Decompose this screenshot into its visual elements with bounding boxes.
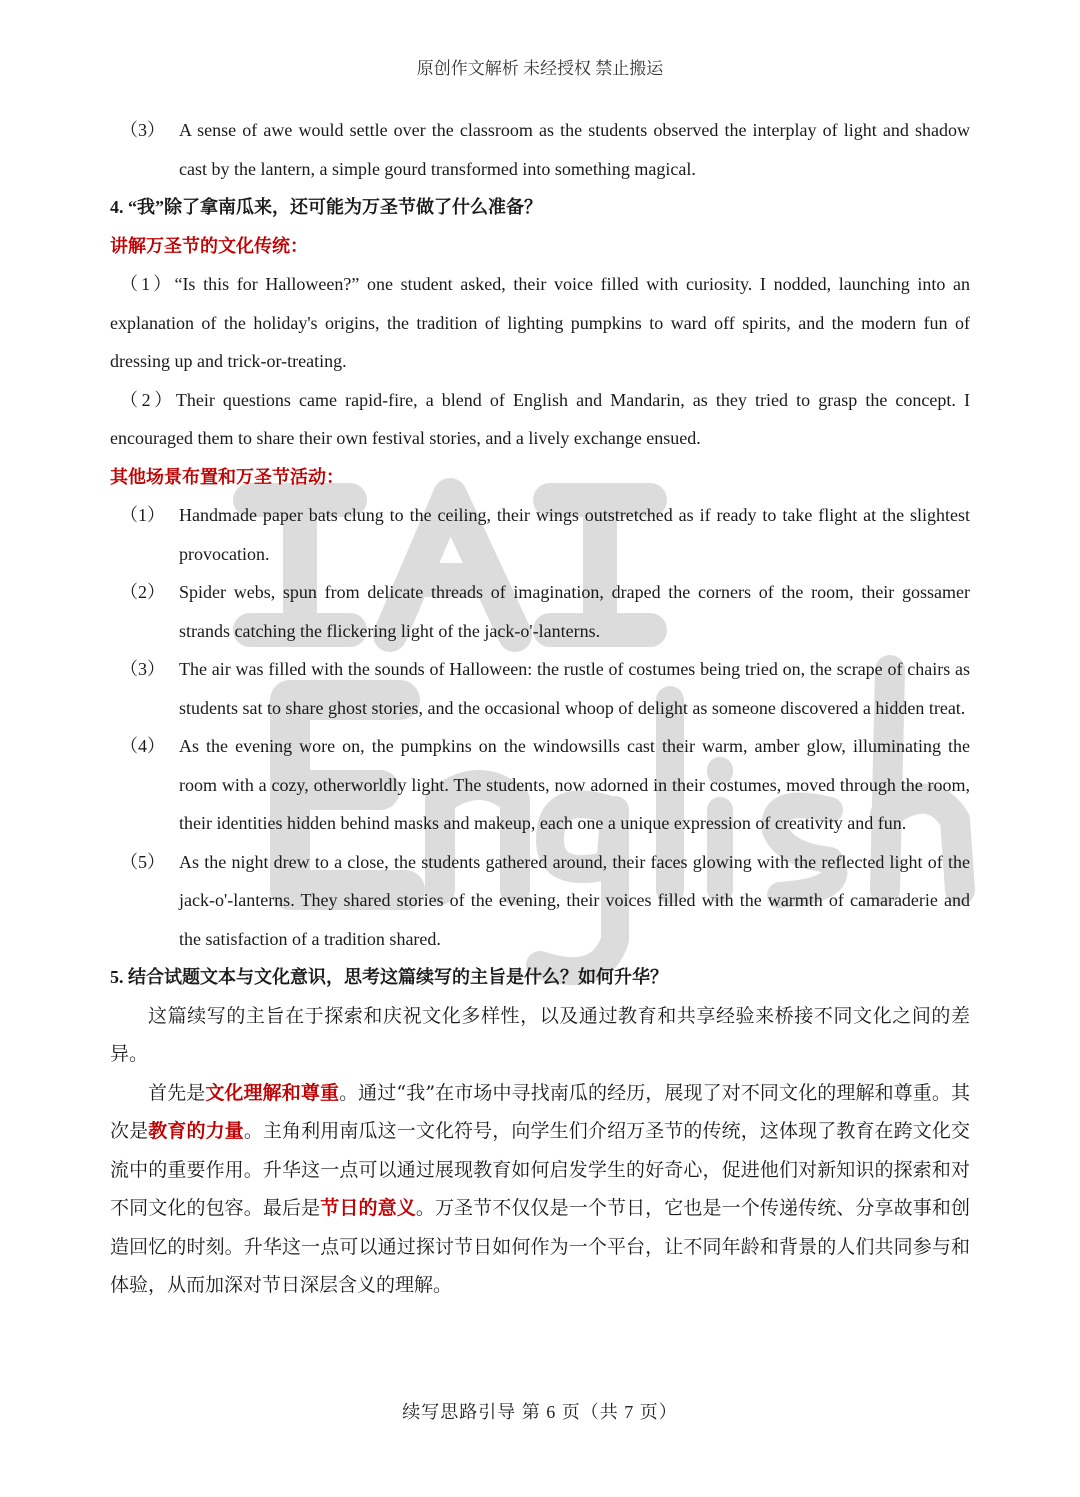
list-item [110, 496, 970, 573]
section-title-culture: 讲解万圣节的文化传统： [110, 235, 308, 256]
item-number: （3） [120, 659, 165, 679]
cn-text: 。通过“我”在市场中寻找南瓜的经历，展现了对不同文化的理解和尊重。其次是 [110, 1081, 970, 1142]
item-text: The air was filled with the sounds of Halloween: the rustle of costumes being tried on, the scrape of chairs as students sat to share ghost stories, and the occasional whoop of delight as someone discovered a hidden treat. [179, 659, 970, 718]
item-number: （1） [120, 274, 175, 294]
cn-text: 。万圣节不仅仅是一个节日，它也是一个传递传统、分享故事和创造回忆的时刻。升华这一点可以通过探讨节日如何作为一个平台，让不同年龄和背景的人们共同参与和体验，从而加深对节日深层含义的理解。 [110, 1197, 970, 1296]
section-title-activities: 其他场景布置和万圣节活动： [110, 466, 344, 487]
item-number: （4） [120, 736, 165, 756]
item-text: Handmade paper bats clung to the ceiling, their wings outstretched as if ready to take flight at the slightest provocation. [179, 505, 970, 564]
question-5: 5. 结合试题文本与文化意识，思考这篇续写的主旨是什么？如何升华？ [110, 967, 668, 987]
list-item [110, 381, 970, 458]
item-text: As the evening wore on, the pumpkins on the windowsills cast their warm, amber glow, illuminating the room with a cozy, otherworldly light. The students, now adorned in their costumes, moved through the room, their identities hidden behind masks and makeup, each one a unique expression of creativity and fun. [179, 736, 970, 833]
page-content [110, 111, 970, 1305]
cn-paragraph-2 [110, 1074, 970, 1305]
item-text: As the night drew to a close, the students gathered around, their faces glowing with the reflected light of the jack-o'-lanterns. They shared stories of the evening, their voices filled with the warmth of camaraderie and the satisfaction of a tradition shared. [179, 851, 970, 949]
item-text: “Is this for Halloween?” one student asked, their voice filled with curiosity. I nodded, launching into an explanation of the holiday's origins, the tradition of lighting pumpkins to ward off spirits, and the modern fun of dressing up and trick-or-treating. [110, 274, 970, 371]
highlight-festival-meaning: 节日的意义 [320, 1197, 416, 1219]
item-text: Their questions came rapid-fire, a blend of English and Mandarin, as they tried to grasp the concept. I encouraged them to share their own festival stories, and a lively exchange ensued. [110, 389, 971, 448]
page-header: 原创作文解析 未经授权 禁止搬运 [416, 59, 664, 78]
page-footer: 续写思路引导 第 6 页（共 7 页） [402, 1402, 678, 1422]
item-text: A sense of awe would settle over the classroom as the students observed the interplay of light and shadow cast by the lantern, a simple gourd transformed into something magical. [179, 120, 970, 179]
highlight-education-power: 教育的力量 [148, 1120, 244, 1142]
cn-text: 。主角利用南瓜这一文化符号，向学生们介绍万圣节的传统，这体现了教育在跨文化交流中的重要作用。升华这一点可以通过展现教育如何启发学生的好奇心，促进他们对新知识的探索和对不同文化的包容。最后是 [110, 1120, 970, 1219]
list-item [110, 727, 970, 843]
list-item [110, 843, 970, 959]
list-item [110, 650, 970, 727]
highlight-culture-respect: 文化理解和尊重 [205, 1081, 340, 1104]
question-4: 4. “我”除了拿南瓜来，还可能为万圣节做了什么准备？ [110, 197, 542, 217]
item-number: （2） [120, 582, 165, 602]
list-item [110, 111, 970, 188]
cn-paragraph-1: 这篇续写的主旨在于探索和庆祝文化多样性，以及通过教育和共享经验来桥接不同文化之间的差异。 [110, 1004, 970, 1065]
item-number: （1） [120, 505, 165, 525]
list-item [110, 573, 970, 650]
item-number: （5） [120, 851, 165, 872]
cn-text: 首先是 [148, 1081, 206, 1104]
list-item [110, 265, 970, 381]
item-number: （3） [120, 120, 165, 140]
item-text: Spider webs, spun from delicate threads of imagination, draped the corners of the room, their gossamer strands catching the flickering light of the jack-o'-lanterns. [179, 582, 970, 641]
item-number: （2） [120, 389, 176, 410]
